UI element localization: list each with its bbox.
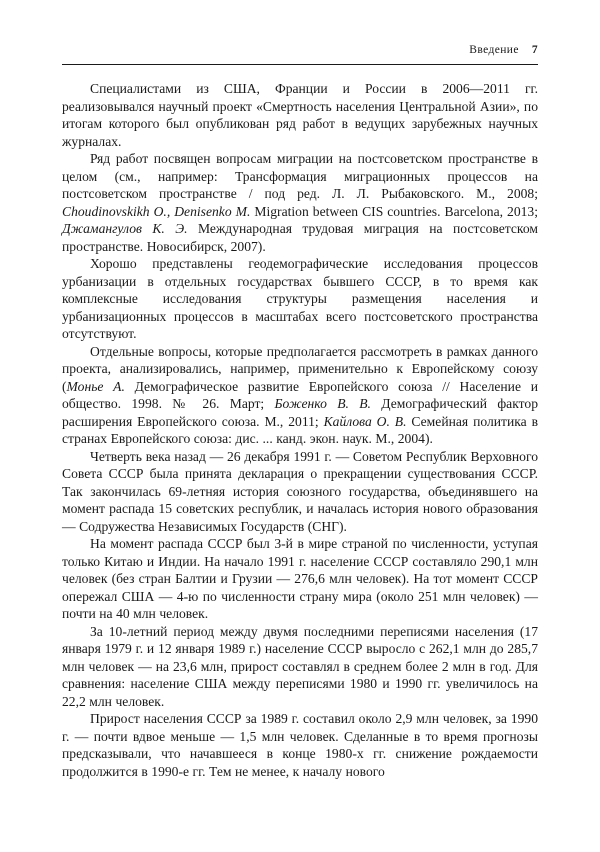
paragraph-text-run: Отдельные вопросы, которые предполагается рассмотреть в рамках данного проекта, анализировались, например, применительно к Европейскому союзу (: [62, 343, 538, 394]
paragraph-text-run: Демографическое развитие Европейского союза // Население и общество. 1998. № 26. Март;: [62, 378, 538, 411]
paragraph: [62, 448, 538, 536]
paragraph-text-run: Migration between CIS countries. Barcelona, 2013;: [250, 203, 538, 219]
page-number: 7: [531, 44, 538, 56]
paragraph: [62, 80, 538, 150]
paragraph-text-run: Международная трудовая миграция на постсоветском пространстве. Новосибирск, 2007).: [62, 221, 538, 254]
citation-author-name: Монье А.: [66, 378, 125, 394]
citation-author-name: Боженко В. В.: [274, 396, 371, 411]
paragraph-text-run: Специалистами из США, Франции и России в 2006—2011 гг. реализовывался научный проект «Смертность населения Центральной Азии», по итогам которого был опубликован ряд работ в ведущих зарубежных научных журналах.: [62, 81, 538, 149]
citation-author-name: Джамангулов К. Э.: [62, 221, 188, 236]
paragraph: [62, 535, 538, 623]
paragraph: [62, 255, 538, 343]
paragraph-text-run: Четверть века назад — 26 декабря 1991 г. — Советом Республик Верховного Совета СССР была принята декларация о прекращении существования СССР. Так закончилась 69-летняя история союзного государства, объединявшего на момент распада 15 советских республик, и началась история нового образования — Содружества Независимых Государств (СНГ).: [62, 448, 538, 534]
paragraph: [62, 623, 538, 711]
paragraph-text-run: Ряд работ посвящен вопросам миграции на постсоветском пространстве в целом (см., например: Трансформация миграционных процессов на постсоветском пространстве / под ред. Л. Л. Рыбаковского. М., 2008;: [62, 151, 538, 201]
paragraph: [62, 710, 538, 780]
paragraph-text-run: Хорошо представлены геодемографические исследования процессов урбанизации в отдельных государствах бывшего СССР, в то время как комплексные исследования структуры размещения населения и урбанизационных процессов в масштабах всего постсоветского пространства отсутствуют.: [62, 256, 538, 341]
body-text-column: [62, 80, 538, 780]
paragraph-text-run: На момент распада СССР был 3-й в мире страной по численности, уступая только Китаю и Индии. На начало 1991 г. население СССР составляло 290,1 млн человек (без стран Балтии и Грузии — 276,6 млн человек). На тот момент СССР опережал США — 4-ю по численности страну мира (около 251 млн человек) — почти на 40 млн человек.: [62, 536, 538, 621]
citation-author-name: Кайлова О. В.: [323, 413, 407, 429]
citation-author-name: Choudinovskikh O., Denisenko M.: [62, 203, 251, 219]
paragraph: [62, 150, 538, 255]
paragraph-text-run: Демографический фактор расширения Европейского союза. М., 2011;: [62, 396, 538, 429]
header-rule-divider: [62, 64, 538, 65]
running-head: [62, 44, 538, 56]
paragraph-text-run: За 10-летний период между двумя последними переписями населения (17 января 1979 г. и 12 января 1989 г.) население СССР выросло с 262,1 млн до 285,7 млн человек — на 23,6 млн, прирост составлял в среднем более 2 млн в год. Для сравнения: население США между переписями 1980 и 1990 гг. увеличилось на 22,2 млн человек.: [62, 623, 538, 709]
paragraph-text-run: Прирост населения СССР за 1989 г. составил около 2,9 млн человек, за 1990 г. — почти вдвое меньше — 1,5 млн человек. Сделанные в то время прогнозы предсказывали, что начавшееся в конце 1980-х гг. снижение рождаемости продолжится в 1990-е гг. Тем не менее, к началу нового: [62, 711, 538, 779]
paragraph-text-run: Семейная политика в странах Европейского союза: дис. ... канд. экон. наук. М., 2004).: [62, 413, 538, 446]
paragraph: [62, 343, 538, 448]
running-head-title: Введение: [469, 44, 519, 56]
